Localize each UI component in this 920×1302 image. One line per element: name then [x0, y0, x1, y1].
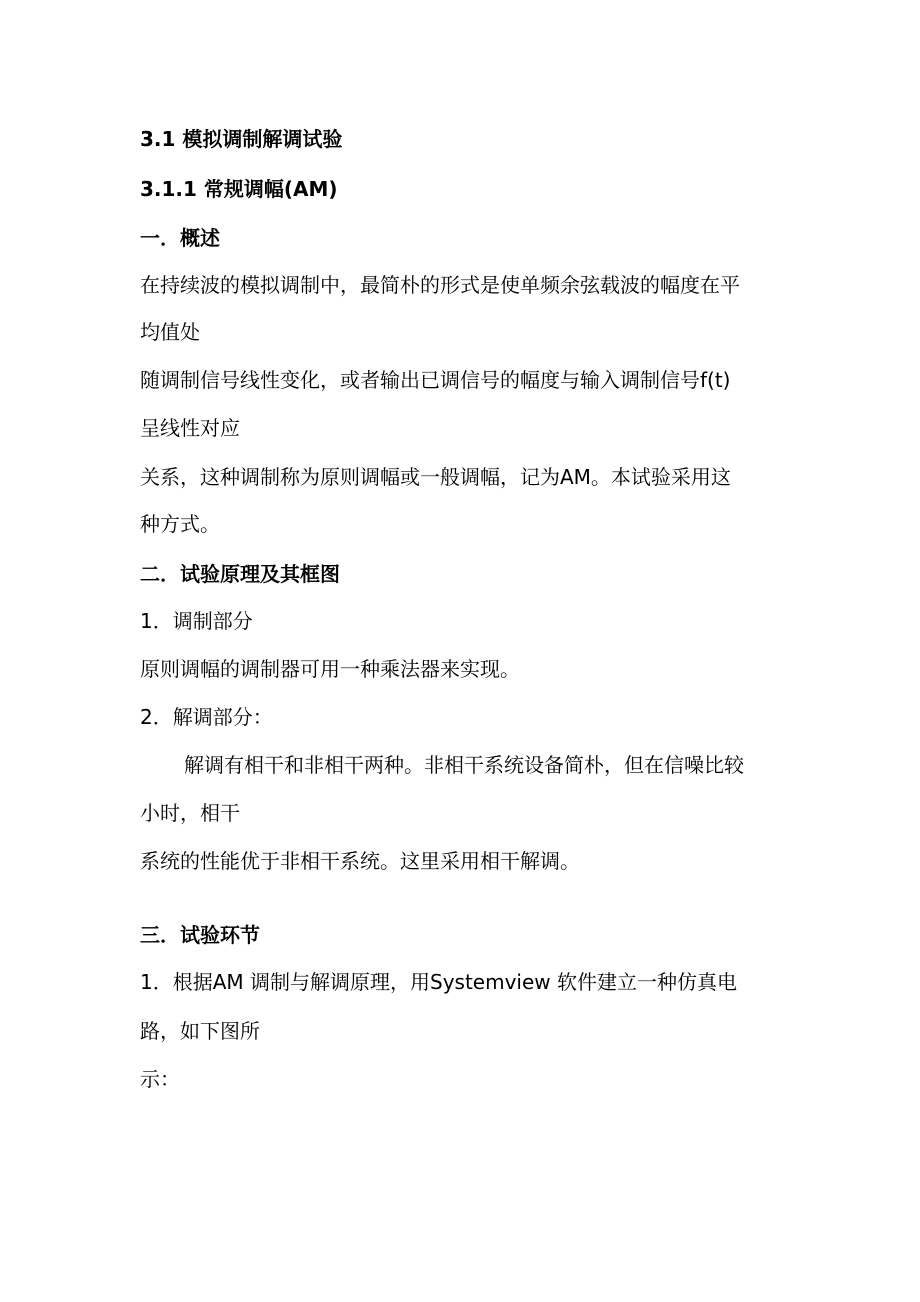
paragraph-line: 路，如下图所 — [140, 1019, 260, 1043]
modulation-text: 原则调幅的调制器可用一种乘法器来实现。 — [140, 657, 520, 681]
modulation-label: 1．调制部分 — [140, 609, 253, 633]
heading-overview: 一．概述 — [140, 226, 220, 250]
paragraph-line: 示： — [140, 1067, 180, 1091]
paragraph-line: 在持续波的模拟调制中，最简朴的形式是使单频余弦载波的幅度在平 — [140, 273, 740, 297]
paragraph-line: 种方式。 — [140, 512, 220, 536]
paragraph-line: 均值处 — [140, 320, 200, 344]
demodulation-label: 2．解调部分： — [140, 705, 273, 729]
paragraph-line: 呈线性对应 — [140, 416, 240, 440]
paragraph-line: 系统的性能优于非相干系统。这里采用相干解调。 — [140, 849, 580, 873]
paragraph-line: 关系，这种调制称为原则调幅或一般调幅，记为AM。本试验采用这 — [140, 465, 731, 489]
paragraph-line: 随调制信号线性变化，或者输出已调信号的幅度与输入调制信号f(t) — [140, 368, 731, 392]
heading-steps: 三．试验环节 — [140, 923, 260, 947]
paragraph-line: 1．根据AM 调制与解调原理，用Systemview 软件建立一种仿真电 — [140, 970, 738, 994]
subsection-title: 3.1.1 常规调幅(AM) — [140, 177, 338, 201]
section-title: 3.1 模拟调制解调试验 — [140, 127, 343, 151]
heading-principle: 二．试验原理及其框图 — [140, 562, 340, 586]
paragraph-line: 小时，相干 — [140, 801, 240, 825]
paragraph-line: 解调有相干和非相干两种。非相干系统设备简朴，但在信噪比较 — [184, 753, 744, 777]
